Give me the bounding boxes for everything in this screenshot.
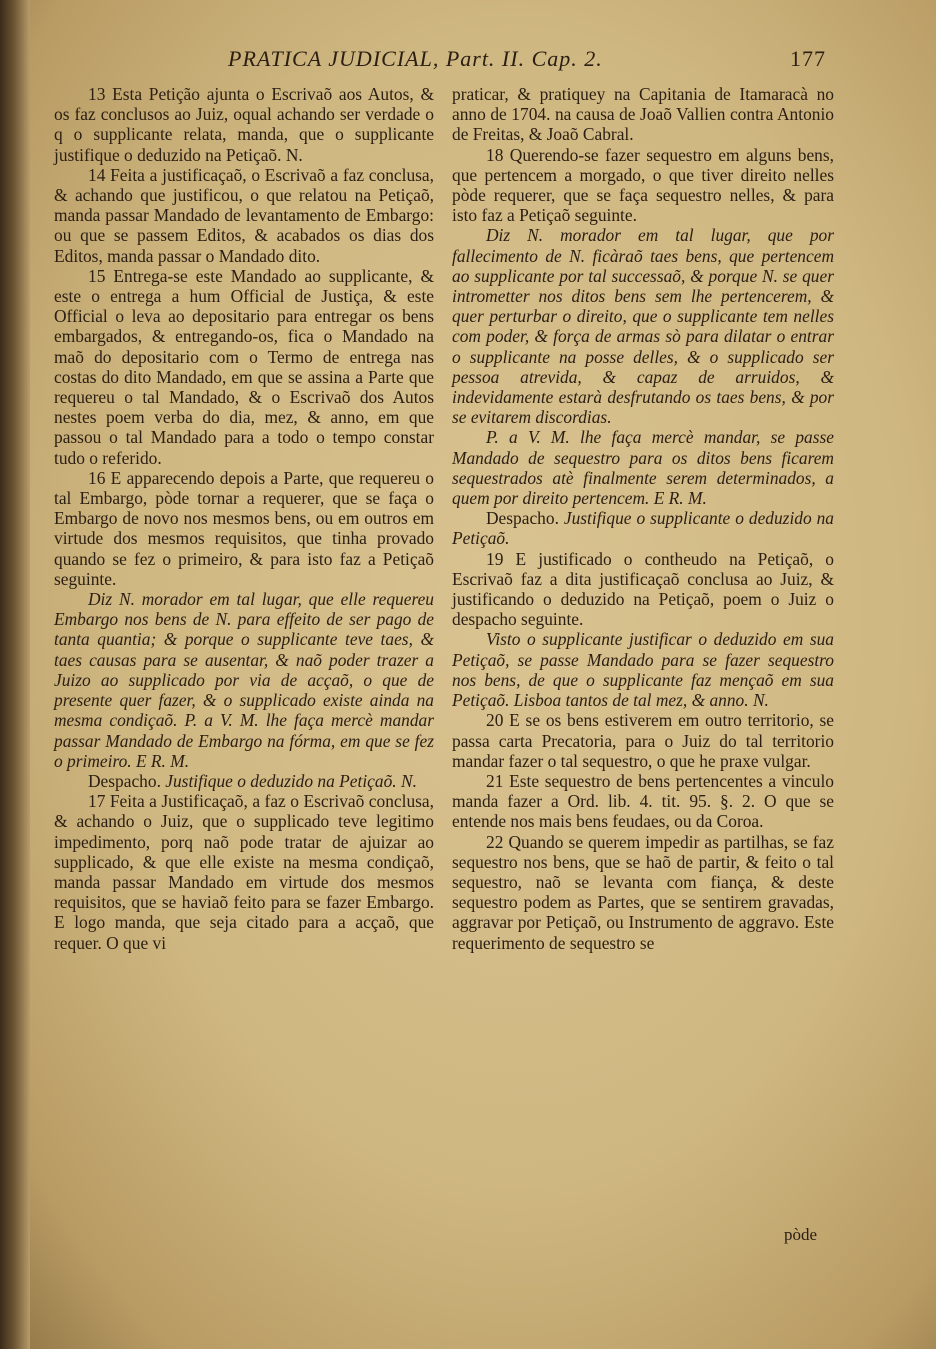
paragraph: 21 Este sequestro de bens pertencentes a vinculo manda fazer a Ord. lib. 4. tit. 95. §. 2. O que se entende nos mais bens feudaes, ou da Coroa. — [452, 770, 834, 832]
paragraph: 14 Feita a justificaçaõ, o Escrivaõ a faz conclusa, & achando que justificou, o que relatou na Petiçaõ, manda passar Mandado de levantamento de Embargo: ou que se passem Editos, & acabados os dias dos Editos, manda passar o Mandado dito. — [54, 164, 434, 266]
paragraph: Diz N. morador em tal lugar, que elle requereu Embargo nos bens de N. para effeito de ser pago de tanta quantia; & porque o supplicante teve taes, & taes causas para se ausentar, & naõ poder trazer a Juizo ao supplicado por via de acçaõ, o que de presente quer fazer, & o supplicado existe ainda na mesma condiçaõ. P. a V. M. lhe faça mercè mandar passar Mandado de Embargo na fórma, em que se fez o primeiro. E R. M. — [54, 589, 434, 771]
paragraph: 13 Esta Petição ajunta o Escrivaõ aos Autos, & os faz conclusos ao Juiz, oqual achando ser verdade o q o supplicante relata, manda, que o supplicante justifique o deduzido na Petiçaõ. N. — [54, 84, 434, 165]
running-title: PRATICA JUDICIAL, Part. II. Cap. 2. — [228, 46, 603, 71]
left-column — [54, 84, 434, 953]
paragraph: 16 E apparecendo depois a Parte, que requereu o tal Embargo, pòde tornar a requerer, que se faça o Embargo de novo nos mesmos bens, ou em outros em virtude dos mesmos requisitos, que tinha provado quando se fez o primeiro, & para isto faz a Petiçaõ seguinte. — [54, 467, 434, 589]
paragraph: 20 E se os bens estiverem em outro territorio, se passa carta Precatoria, para o Juiz do tal territorio mandar fazer o tal sequestro, o que he praxe vulgar. — [452, 710, 834, 771]
page-number: 177 — [790, 46, 826, 71]
paragraph: 22 Quando se querem impedir as partilhas, se faz sequestro nos bens, que se haõ de partir, & feito o tal sequestro, naõ se levanta com fiança, & deste sequestro podem as Partes, que se sentirem gravadas, aggravar por Petiçaõ, ou Instrumento de aggravo. Este requerimento de sequestro se — [452, 831, 834, 953]
paragraph: Visto o supplicante justificar o deduzido em sua Petiçaõ, se passe Mandado para se fazer sequestro nos bens, de que o supplicante faz mençaõ em sua Petiçaõ. Lisboa tantos de tal mez, & anno. N. — [452, 629, 834, 711]
paragraph — [452, 508, 834, 548]
paragraph: Diz N. morador em tal lugar, que por fallecimento de N. ficàraõ taes bens, que pertencem ao supplicante por tal successaõ, & porque N. se quer intrometter nos ditos bens sem lhe pertencerem, & quer perturbar o direito, que o supplicante tem nelles com poder, & força de armas sò para dilatar o entrar o supplicante na posse delles, & o supplicado ser pessoa atrevida, & capaz de arruidos, & indevidamente estarà desfrutando os taes bens, & por se evitarem discordias. — [452, 225, 834, 428]
paragraph: 17 Feita a Justificaçaõ, a faz o Escrivaõ conclusa, & achando o Juiz, que o supplicado teve legitimo impedimento, porq naõ pode tratar de ajuizar ao supplicado, & que elle existe na mesma condiçaõ, manda passar Mandado em virtude dos mesmos requisitos, que se haviaõ feito para se fazer Embargo. E logo manda, que seja citado para a acçaõ, que requer. O que vi — [54, 791, 434, 953]
running-header — [228, 46, 868, 76]
paragraph: 18 Querendo-se fazer sequestro em alguns bens, que pertencem a morgado, o que tiver direito nelles pòde requerer, que se faça sequestro nelles, & para isto faz a Petiçaõ seguinte. — [452, 144, 834, 226]
book-gutter — [0, 0, 30, 1349]
right-column — [452, 84, 834, 953]
despacho-label: Despacho. — [88, 770, 166, 791]
paragraph: 15 Entrega-se este Mandado ao supplicante, & este o entrega a hum Official de Justiça, & este Official o leva ao depositario para entregar os bens embargados, & entregando-os, fica o Mandado na maõ do depositario com o Termo de entrega nas costas do dito Mandado, em que se assina a Parte que requereu o tal Mandado, & o Escrivaõ dos Autos nestes poem verba do dia, mez, & anno, em que passou o tal Mandado para a todo o tempo constar tudo o referido. — [54, 265, 434, 468]
despacho-text: Justifique o supplicante o deduzido na Petiçaõ. — [452, 508, 835, 549]
paragraph — [54, 771, 434, 791]
paragraph: 19 E justificado o contheudo na Petiçaõ, o Escrivaõ faz a dita justificaçaõ conclusa ao Juiz, & justificando o deduzido na Petiçaõ, poem o Juiz o despacho seguinte. — [452, 548, 834, 630]
despacho-text: Justifique o deduzido na Petiçaõ. N. — [165, 770, 417, 791]
catchword: pòde — [784, 1225, 818, 1244]
paragraph: P. a V. M. lhe faça mercè mandar, se passe Mandado de sequestro para os ditos bens ficarem sequestrados atè finalmente serem determinados, a quem por direito pertencem. E R. M. — [452, 427, 834, 509]
paragraph: praticar, & pratiquey na Capitania de Itamaracà no anno de 1704. na causa de Joaõ Vallien contra Antonio de Freitas, & Joaõ Cabral. — [452, 84, 834, 145]
despacho-label: Despacho. — [486, 508, 564, 529]
